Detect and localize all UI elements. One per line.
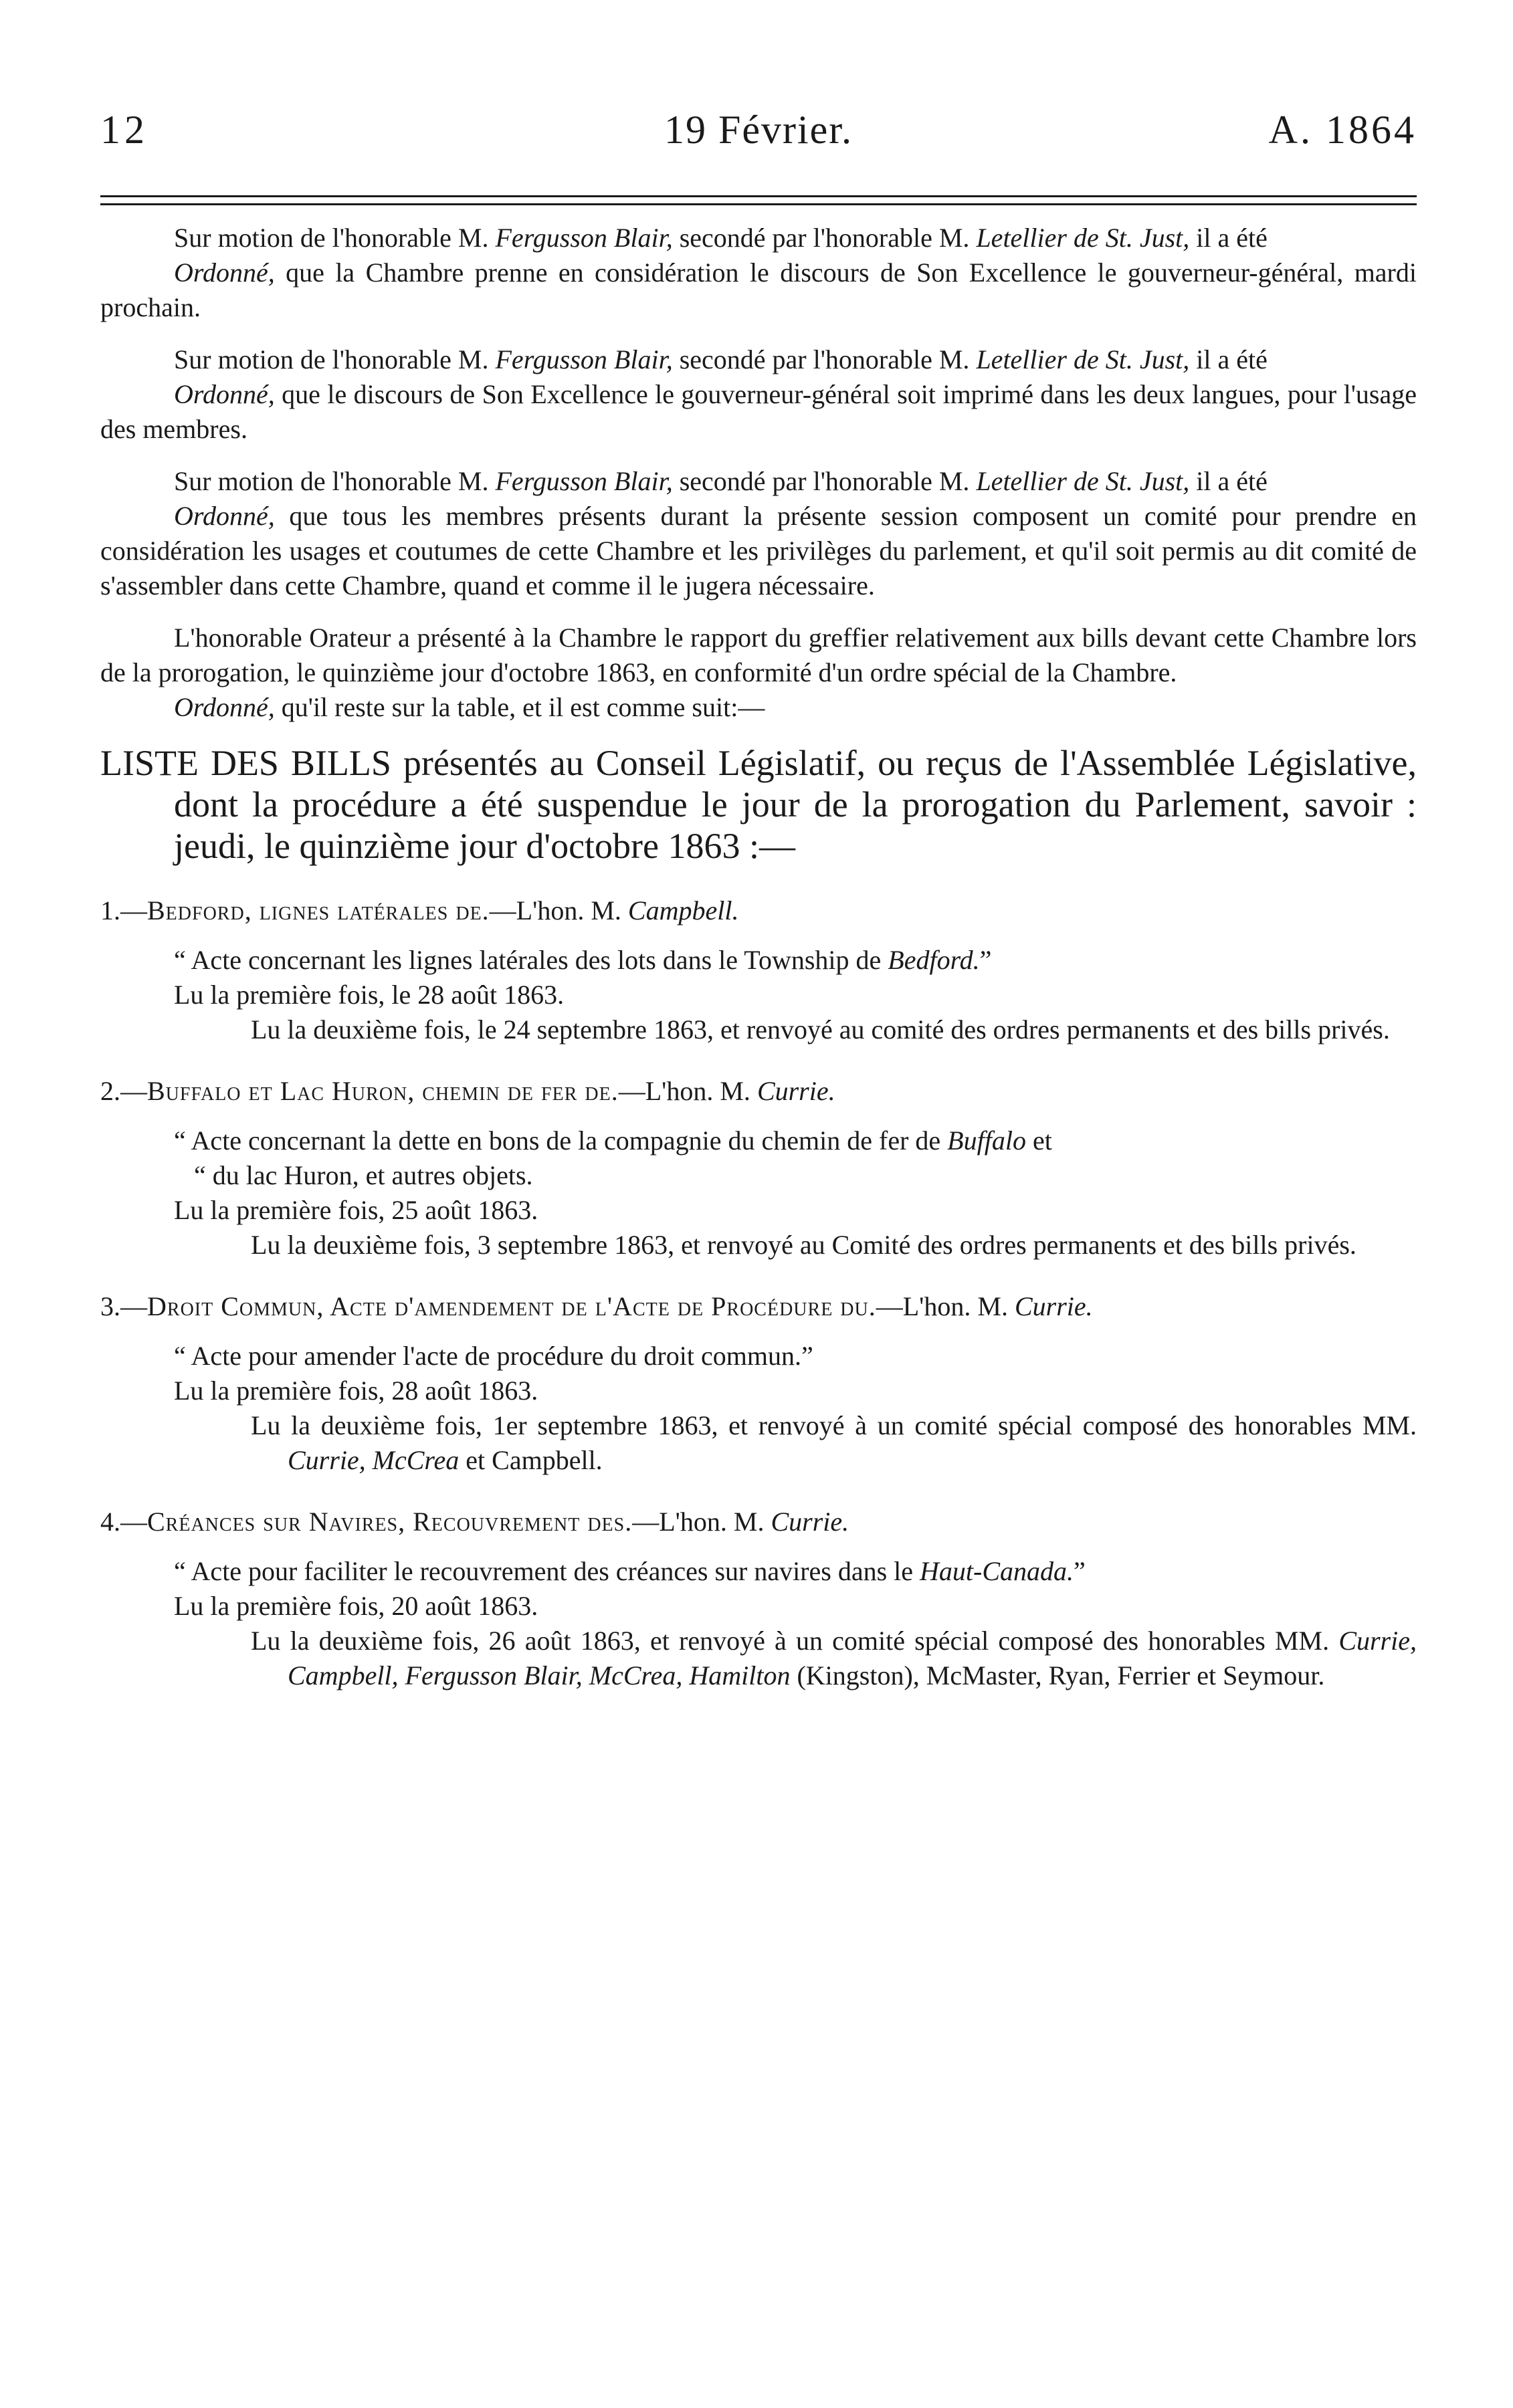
motion-mid: secondé par l'honorable M. xyxy=(672,466,977,496)
quote-end: et xyxy=(1025,1125,1052,1156)
quote-text: “ Acte pour amender l'acte de procédure du droit commun.” xyxy=(174,1341,813,1371)
bill-number: 1.— xyxy=(100,895,147,925)
quote-end: ” xyxy=(979,945,992,975)
bill-heading xyxy=(100,1505,1417,1539)
motion-tail: il a été xyxy=(1189,223,1268,253)
second-text: Lu la deuxième fois, 3 septembre 1863, et renvoyé au Comité des ordres permanents et des bills privés. xyxy=(251,1230,1356,1260)
second-reading xyxy=(174,1228,1417,1263)
quote-text: “ Acte pour faciliter le recouvrement des créances sur navires dans le xyxy=(174,1556,920,1586)
order-body: qu'il reste sur la table, et il est comme suit:— xyxy=(274,692,765,722)
quote-text: “ Acte concernant la dette en bons de la compagnie du chemin de fer de xyxy=(174,1125,948,1156)
first-reading: Lu la première fois, 25 août 1863. xyxy=(174,1195,538,1225)
motion-2 xyxy=(100,342,1417,447)
motion-lead: Sur motion de l'honorable M. xyxy=(174,344,496,374)
quote-italic: Bedford. xyxy=(888,945,980,975)
bill-title: Buffalo et Lac Huron, chemin de fer de. xyxy=(147,1076,619,1106)
bill-quote xyxy=(174,1123,1417,1158)
sponsor-prefix: —L'hon. M. xyxy=(489,895,628,925)
second-reading xyxy=(174,1624,1417,1693)
seconder-name: Letellier de St. Just, xyxy=(976,344,1190,374)
second-text: Lu la deuxième fois, 1er septembre 1863, et renvoyé à un comité spécial composé des honorables MM. xyxy=(251,1410,1417,1440)
header-rule-top xyxy=(100,195,1417,197)
quote-italic: Buffalo xyxy=(947,1125,1026,1156)
page-header xyxy=(100,107,1417,160)
order-text xyxy=(100,377,1417,447)
bill-title: Créances sur Navires, Recouvrement des. xyxy=(147,1507,633,1537)
quote-text: “ Acte concernant les lignes latérales des lots dans le Township de xyxy=(174,945,888,975)
motion-mid: secondé par l'honorable M. xyxy=(672,223,977,253)
bill-title: Droit Commun, Acte d'amendement de l'Acte de Procédure du. xyxy=(147,1291,876,1321)
bill-quote xyxy=(174,1339,1417,1374)
order-text xyxy=(100,499,1417,603)
header-year: A. 1864 xyxy=(1268,108,1417,152)
first-reading: Lu la première fois, 28 août 1863. xyxy=(174,1376,538,1406)
bill-details xyxy=(100,1339,1417,1478)
order-word: Ordonné, xyxy=(174,379,275,409)
bill-heading xyxy=(100,1289,1417,1324)
sponsor-prefix: —L'hon. M. xyxy=(632,1507,771,1537)
motion-lead: Sur motion de l'honorable M. xyxy=(174,223,496,253)
motion-3 xyxy=(100,464,1417,603)
sponsor-name: Currie. xyxy=(756,1076,835,1106)
bill-title: Bedford, lignes latérales de. xyxy=(147,895,490,925)
bill-heading xyxy=(100,893,1417,928)
committee-names: Currie, Campbell, Fergusson Blair, McCrea, Hamilton xyxy=(288,1626,1417,1690)
motion-tail: il a été xyxy=(1189,466,1268,496)
seconder-name: Letellier de St. Just, xyxy=(976,466,1190,496)
sponsor-prefix: —L'hon. M. xyxy=(876,1291,1015,1321)
bill-quote xyxy=(174,943,1417,978)
first-reading: Lu la première fois, le 28 août 1863. xyxy=(174,980,565,1010)
bill-heading xyxy=(100,1074,1417,1109)
second-text: Lu la deuxième fois, 26 août 1863, et renvoyé à un comité spécial composé des honorables MM. xyxy=(251,1626,1339,1656)
committee-names: Currie, McCrea xyxy=(288,1445,460,1475)
bill-3 xyxy=(100,1289,1417,1478)
order-word: Ordonné, xyxy=(174,692,275,722)
mover-name: Fergusson Blair, xyxy=(495,223,673,253)
mover-name: Fergusson Blair, xyxy=(495,466,673,496)
quote-continuation: “ du lac Huron, et autres objets. xyxy=(194,1160,533,1190)
motion-text xyxy=(100,221,1417,255)
motion-1 xyxy=(100,221,1417,325)
bill-number: 2.— xyxy=(100,1076,147,1106)
bill-1 xyxy=(100,893,1417,1047)
sponsor-name: Currie. xyxy=(771,1507,849,1537)
order-body: que le discours de Son Excellence le gouverneur-général soit imprimé dans les deux langues, pour l'usage des membres. xyxy=(100,379,1417,444)
bill-4 xyxy=(100,1505,1417,1693)
motion-tail: il a été xyxy=(1189,344,1268,374)
sponsor-name: Currie. xyxy=(1014,1291,1093,1321)
mover-name: Fergusson Blair, xyxy=(495,344,673,374)
motion-text xyxy=(100,342,1417,377)
sponsor-prefix: —L'hon. M. xyxy=(618,1076,757,1106)
first-reading: Lu la première fois, 20 août 1863. xyxy=(174,1591,538,1621)
bill-details xyxy=(100,943,1417,1047)
motion-mid: secondé par l'honorable M. xyxy=(672,344,977,374)
order-body: que la Chambre prenne en considération le discours de Son Excellence le gouverneur-général, mardi prochain. xyxy=(100,257,1417,322)
order-word: Ordonné, xyxy=(174,257,275,288)
bill-details xyxy=(100,1554,1417,1693)
report-text: L'honorable Orateur a présenté à la Chambre le rapport du greffier relativement aux bills devant cette Chambre lors de la prorogation, le quinzième jour d'octobre 1863, en conformité d'un ordre spécial de la Chambre. xyxy=(100,623,1417,687)
second-text: Lu la deuxième fois, le 24 septembre 1863, et renvoyé au comité des ordres permanents et des bills privés. xyxy=(251,1014,1390,1045)
order-text xyxy=(100,255,1417,325)
order-word: Ordonné, xyxy=(174,501,275,531)
order-body: que tous les membres présents durant la présente session composent un comité pour prendre en considération les usages et coutumes de cette Chambre et les privilèges du parlement, et qu'il soit permis au dit comité de s'assembler dans cette Chambre, quand et comme il le jugera nécessaire. xyxy=(100,501,1417,600)
report-order xyxy=(100,690,1417,725)
bill-2 xyxy=(100,1074,1417,1263)
header-rule-bottom xyxy=(100,203,1417,205)
second-reading xyxy=(174,1012,1417,1047)
report-paragraph xyxy=(100,621,1417,725)
second-reading xyxy=(174,1408,1417,1478)
motion-lead: Sur motion de l'honorable M. xyxy=(174,466,496,496)
second-tail: (Kingston), McMaster, Ryan, Ferrier et Seymour. xyxy=(790,1660,1325,1690)
bill-details xyxy=(100,1123,1417,1263)
sponsor-name: Campbell. xyxy=(627,895,739,925)
bill-number: 3.— xyxy=(100,1291,147,1321)
header-date: 19 Février. xyxy=(664,108,853,152)
bill-number: 4.— xyxy=(100,1507,147,1537)
seconder-name: Letellier de St. Just, xyxy=(976,223,1190,253)
page-body xyxy=(100,221,1417,1693)
quote-end: ” xyxy=(1074,1556,1086,1586)
page-number: 12 xyxy=(100,108,148,152)
bill-quote xyxy=(174,1554,1417,1589)
liste-heading: LISTE DES BILLS présentés au Conseil Législatif, ou reçus de l'Assemblée Législative, dont la procédure a été suspendue le jour de la prorogation du Parlement, savoir : jeudi, le quinzième jour d'octobre 1863 :— xyxy=(100,743,1417,866)
second-tail: et Campbell. xyxy=(459,1445,603,1475)
quote-italic: Haut-Canada. xyxy=(920,1556,1074,1586)
motion-text xyxy=(100,464,1417,499)
